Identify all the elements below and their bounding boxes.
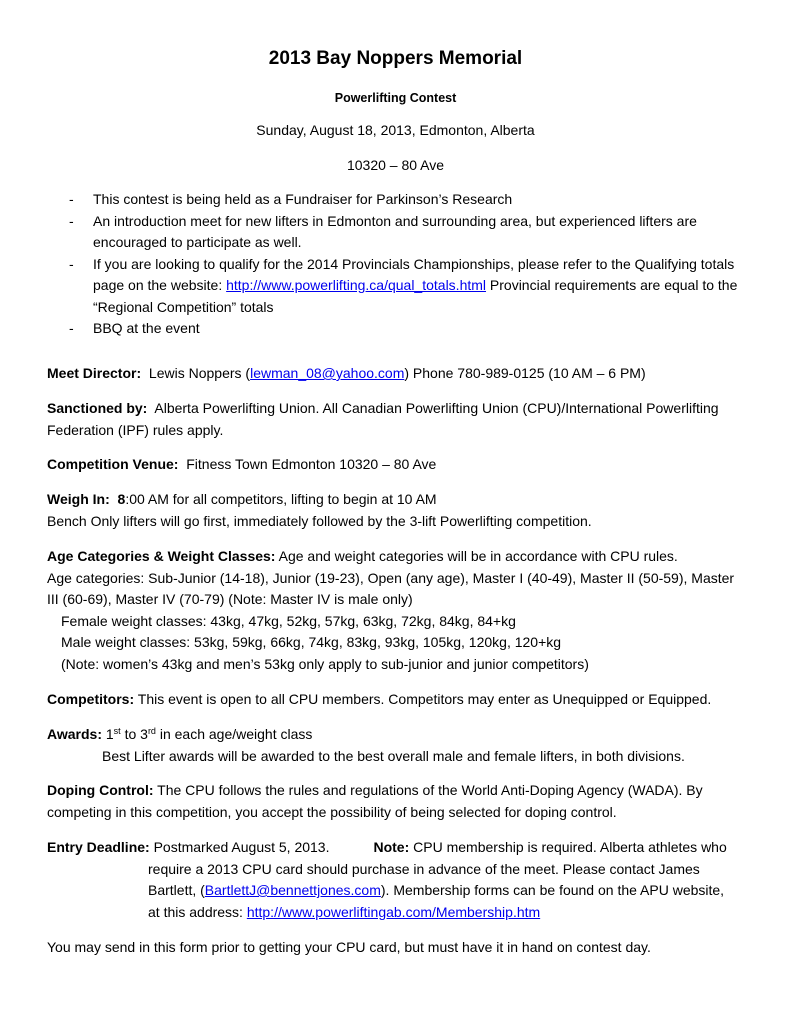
qualifying-totals-link[interactable]: http://www.powerlifting.ca/qual_totals.html xyxy=(226,277,487,293)
note-label: Note: xyxy=(373,839,410,855)
venue-label: Competition Venue: xyxy=(47,456,179,472)
weight-note: (Note: women’s 43kg and men’s 53kg only apply to sub-junior and junior competitors) xyxy=(61,655,589,672)
female-classes: Female weight classes: 43kg, 47kg, 52kg, 57kg, 63kg, 72kg, 84kg, 84+kg xyxy=(61,612,516,629)
list-item: - An introduction meet for new lifters in Edmonton and surrounding area, but experienced lifters are encouraged to participate as well. xyxy=(69,212,697,250)
meet-director-label: Meet Director: xyxy=(47,365,142,381)
doping-label: Doping Control: xyxy=(47,782,154,798)
age-categories-section: Age Categories & Weight Classes: Age and weight categories will be in accordance with CPU rules. Age categories: Sub-Junior (14-18), Junior (19-23), Open (any age), Master I (40-49), Master II (50-59), Master III (60-69), Master IV (70-79) (Note: Master IV is male only) Female weight classes: 43kg, 47kg, 52kg, 57kg, 63kg, 72kg, 84kg, 84+kg Male weight classes: 53kg, 59kg, 66kg, 74kg, 83kg, 93kg, 105kg, 120kg, 120+kg (Note: women’s 43kg and men’s 53kg only apply to sub-junior and junior competitors) xyxy=(47,546,745,675)
info-list xyxy=(47,189,744,340)
awards-section: Awards: 1st to 3rd in each age/weight class Best Lifter awards will be awarded to the best overall male and female lifters, in both divisions. xyxy=(47,726,685,764)
bullet-dash: - xyxy=(69,320,74,336)
footer-note: You may send in this form prior to getting your CPU card, but must have it in hand on contest day. xyxy=(47,939,651,955)
weigh-in-label: Weigh In: xyxy=(47,491,110,507)
age-categories-text: Age categories: Sub-Junior (14-18), Junior (19-23), Open (any age), Master I (40-49), Master II (50-59), Master III (60-69), Master IV (70-79) (Note: Master IV is male only) xyxy=(47,569,735,607)
membership-link[interactable]: http://www.powerliftingab.com/Membership.htm xyxy=(246,903,541,920)
bullet-dash: - xyxy=(69,212,74,229)
bartlett-email-link[interactable]: BartlettJ@bennettjones.com xyxy=(204,882,381,898)
deadline-label: Entry Deadline: xyxy=(47,839,150,855)
page-title: 2013 Bay Noppers Memorial xyxy=(268,48,523,69)
awards-label: Awards: xyxy=(47,726,102,742)
director-email-link[interactable]: lewman_08@yahoo.com xyxy=(250,365,405,381)
venue-section: Competition Venue: Fitness Town Edmonton 10320 – 80 Ave xyxy=(47,456,437,472)
entry-deadline-section: Entry Deadline: Postmarked August 5, 2013. Note: CPU membership is required. Alberta athletes who require a 2013 CPU card should purchase in advance of the meet. Please contact James Bartlett, (BartlettJ@bennettjones.com). Membership forms can be found on the APU website, at this address: http://www.powerliftingab.com/Membership.htm xyxy=(47,839,727,920)
male-classes: Male weight classes: 53kg, 59kg, 66kg, 74kg, 83kg, 93kg, 105kg, 120kg, 120+kg xyxy=(61,634,562,650)
weigh-in-section: Weigh In: 8:00 AM for all competitors, lifting to begin at 10 AM Bench Only lifters will go first, immediately followed by the 3-lift Powerlifting competition. xyxy=(47,491,592,529)
competitors-label: Competitors: xyxy=(47,691,135,707)
competitors-section: Competitors: This event is open to all CPU members. Competitors may enter as Unequipped or Equipped. xyxy=(47,691,712,707)
sanctioned-label: Sanctioned by: xyxy=(47,400,148,416)
list-item: - If you are looking to qualify for the 2014 Provincials Championships, please refer to the Qualifying totals page on the website: http://www.powerlifting.ca/qual_totals.html Provincial requirements are equal to the “Regional Competition” totals xyxy=(69,255,738,315)
list-item: - This contest is being held as a Fundraiser for Parkinson’s Research xyxy=(47,189,744,211)
meet-director-section: Meet Director: Lewis Noppers (lewman_08@yahoo.com) Phone 780-989-0125 (10 AM – 6 PM) xyxy=(47,365,646,381)
doping-section: Doping Control: The CPU follows the rules and regulations of the World Anti-Doping Agency (WADA). By competing in this competition, you accept the possibility of being selected for doping control. xyxy=(47,782,703,820)
age-categories-label: Age Categories & Weight Classes: xyxy=(47,548,276,564)
bullet-dash: - xyxy=(69,191,74,207)
subtitle: Powerlifting Contest xyxy=(334,91,457,105)
bullet-dash: - xyxy=(69,255,74,272)
list-item: - BBQ at the event xyxy=(47,318,744,340)
sanctioned-section: Sanctioned by: Alberta Powerlifting Union. All Canadian Powerlifting Union (CPU)/International Powerlifting Federation (IPF) rules apply. xyxy=(47,400,719,438)
event-date: Sunday, August 18, 2013, Edmonton, Alberta xyxy=(256,122,535,138)
event-address: 10320 – 80 Ave xyxy=(346,157,445,173)
